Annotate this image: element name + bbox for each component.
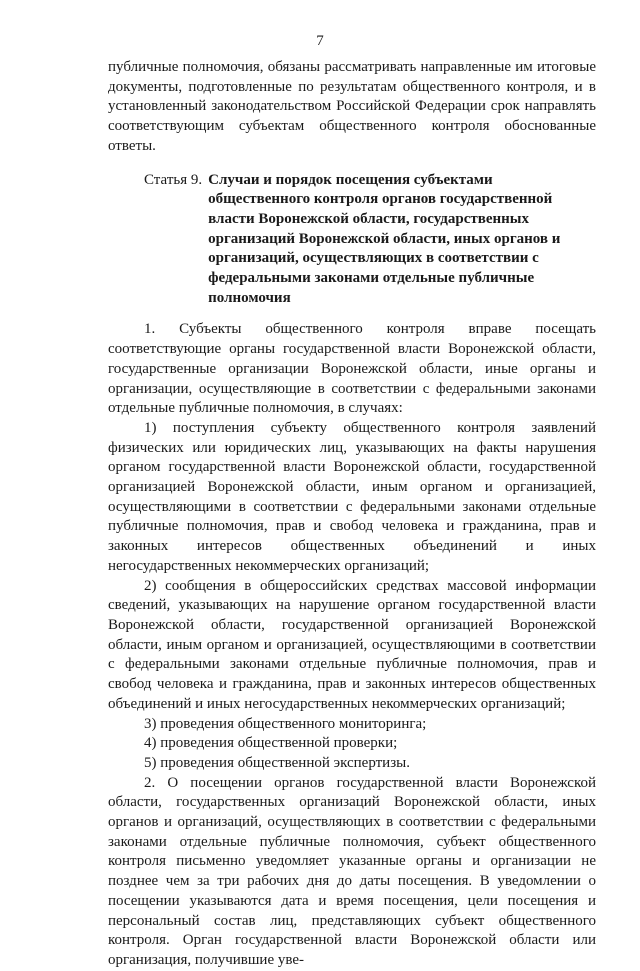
article-title: Случаи и порядок посещения субъектами общественного контроля органов государственной власти Воронежской области, государственных организаций Воронежской области, иных органов и организаций, осуществляющих в соответствии с федеральными законами отдельные публичные полномочия <box>208 171 561 306</box>
clause-1: 1. Субъекты общественного контроля вправе посещать соответствующие органы государственной власти Воронежской области, государственные организации Воронежской области, иные органы и организации, осуществляющие в соответствии с федеральными законами отдельные публичные полномочия, в случаях: <box>108 321 596 417</box>
document-body <box>108 58 596 971</box>
clause-1-item-2: 2) сообщения в общероссийских средствах массовой информации сведений, указывающих на нарушение органом государственной власти Воронежской области, государственной организацией Воронежской области, иным органом и организацией, осуществляющими в соответствии с федеральными законами отдельные публичные полномочия, прав и свобод человека и гражданина, прав и законных интересов общественных объединений и иных негосударственных некоммерческих организаций; <box>108 577 596 712</box>
article-label: Статья 9. <box>144 171 203 188</box>
clause-1-item-5: 5) проведения общественной экспертизы. <box>144 754 410 771</box>
clause-1-item-4: 4) проведения общественной проверки; <box>144 735 398 752</box>
article-heading <box>108 171 596 309</box>
intro-paragraph: публичные полномочия, обязаны рассматривать направленные им итоговые документы, подготовленные по результатам общественного контроля, и в установленный законодательством Российской Федерации срок направлять соответствующим субъектам общественного контроля обоснованные ответы. <box>108 59 596 154</box>
clause-1-item-3: 3) проведения общественного мониторинга; <box>144 715 427 732</box>
page-number: 7 <box>316 33 324 49</box>
clause-2: 2. О посещении органов государственной власти Воронежской области, государственных организаций Воронежской области, иных органов и организаций, осуществляющих в соответствии с федеральными законами отдельные публичные полномочия, субъект общественного контроля письменно уведомляет указанные органы и организации не позднее чем за три рабочих дня до даты посещения. В уведомлении о посещении указываются дата и время посещения, цели посещения и персональный состав лиц, представляющих субъект общественного контроля. Орган государственной власти Воронежской области или организация, получившие уве- <box>108 774 596 968</box>
clause-1-item-1: 1) поступления субъекту общественного контроля заявлений физических или юридических лиц, указывающих на факты нарушения органом государственной власти Воронежской области, государственной организацией Воронежской области, иным органом и организацией, осуществляющими в соответствии с федеральными законами отдельные публичные полномочия, прав и свобод человека и гражданина, прав и законных интересов общественных объединений и иных негосударственных некоммерческих организаций; <box>108 419 596 574</box>
